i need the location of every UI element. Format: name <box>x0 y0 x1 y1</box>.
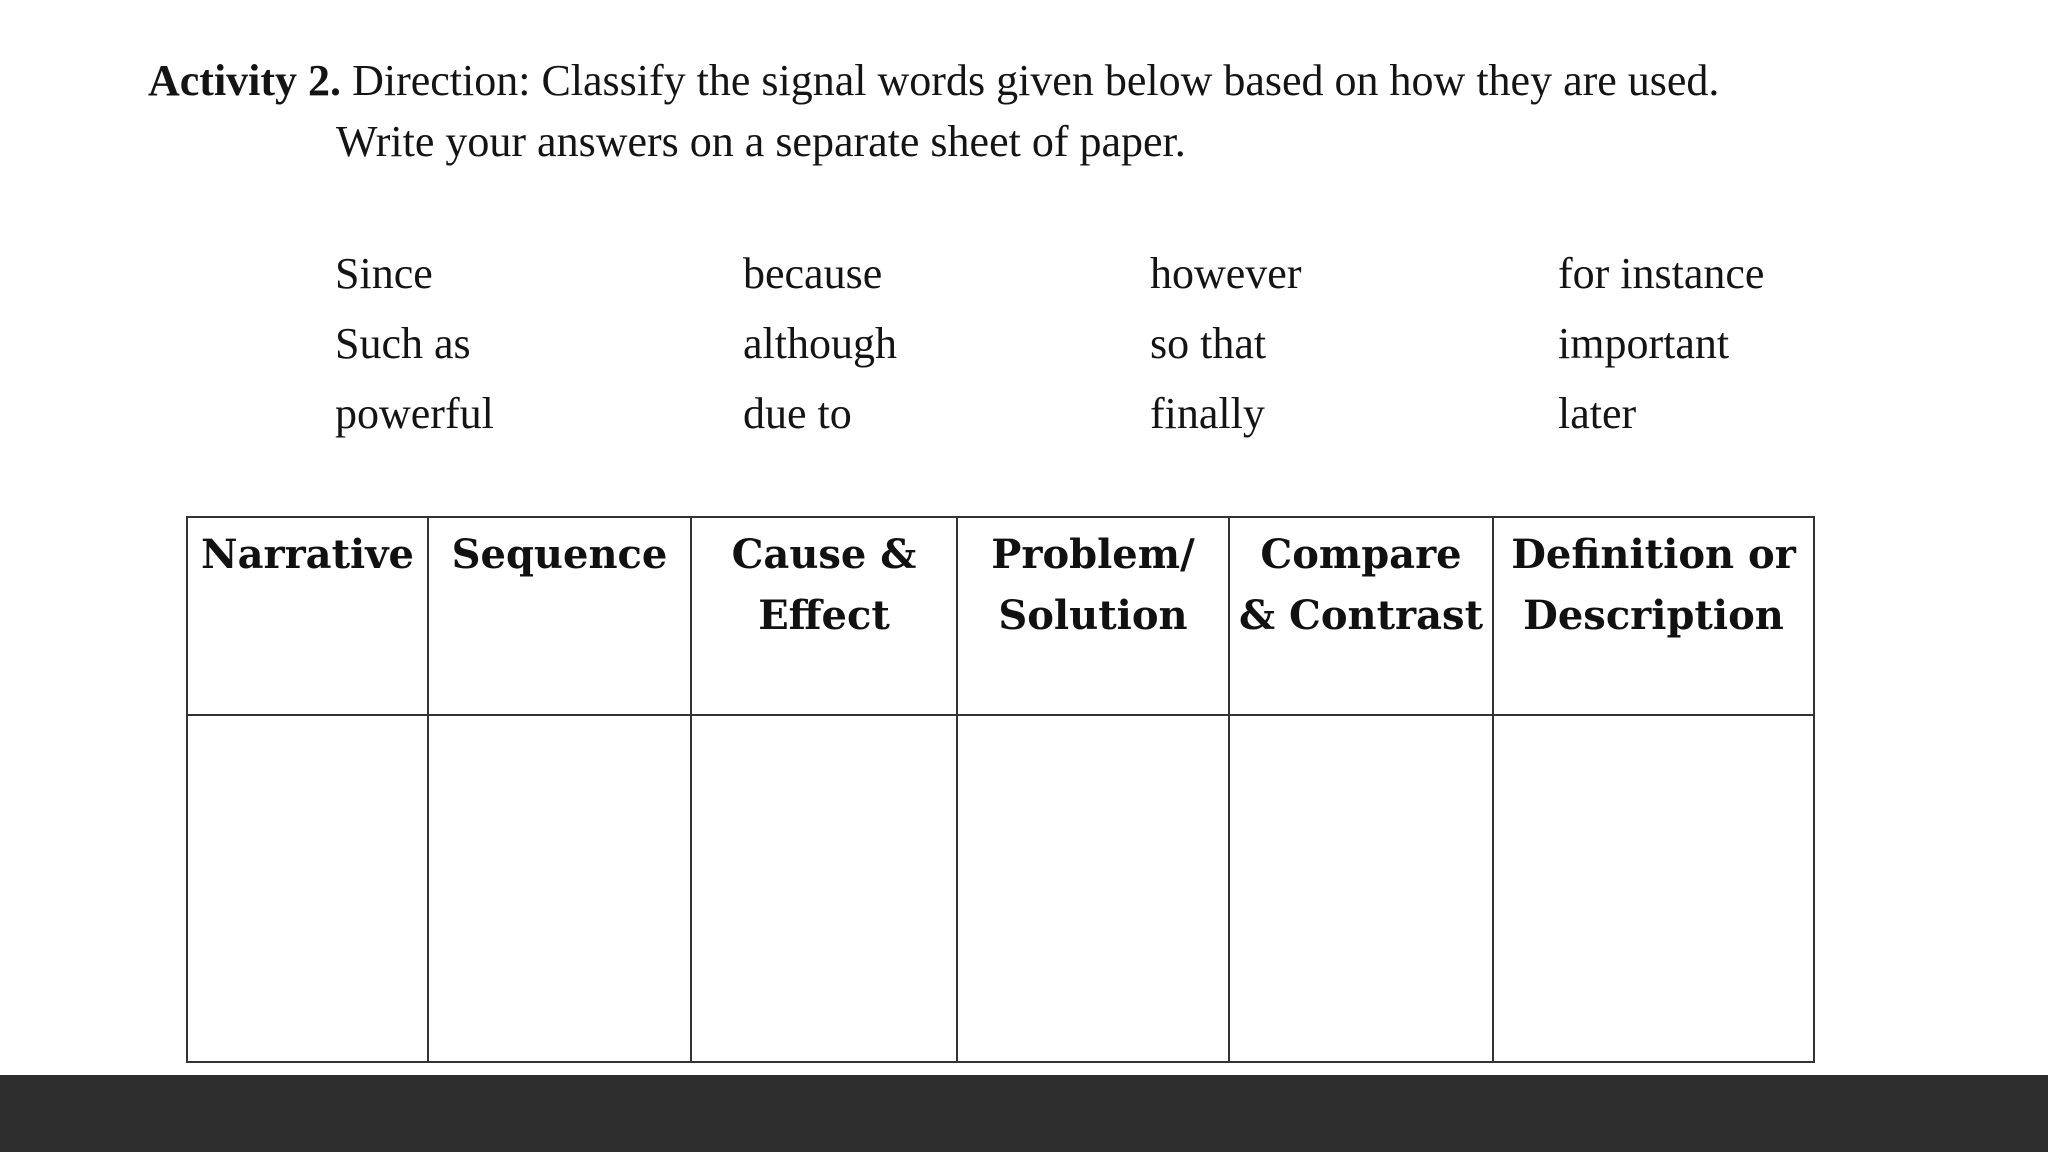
header-narrative: Narrative <box>187 517 428 715</box>
signal-word-bank <box>335 246 1935 456</box>
answer-cell-problem-solution <box>957 715 1229 1062</box>
instruction-line-1 <box>148 50 1908 111</box>
instruction-line-2: Write your answers on a separate sheet of paper. <box>336 117 1186 166</box>
signal-word: for instance <box>1558 249 1765 298</box>
signal-word: Such as <box>335 319 471 368</box>
signal-word: although <box>743 319 897 368</box>
signal-word: powerful <box>335 389 494 438</box>
answer-cell-sequence <box>428 715 691 1062</box>
header-problem-solution: Problem/ Solution <box>957 517 1229 715</box>
signal-word: because <box>743 249 883 298</box>
answer-cell-narrative <box>187 715 428 1062</box>
header-sequence: Sequence <box>428 517 691 715</box>
signal-word: however <box>1150 249 1302 298</box>
table-header-row <box>187 517 1814 715</box>
activity-instruction <box>148 50 1908 172</box>
signal-word: so that <box>1150 319 1267 368</box>
header-cause-effect: Cause & Effect <box>691 517 957 715</box>
answer-cell-definition-description <box>1493 715 1814 1062</box>
signal-word: due to <box>743 389 852 438</box>
answer-cell-cause-effect <box>691 715 957 1062</box>
header-compare-contrast: Compare & Contrast <box>1229 517 1493 715</box>
answer-cell-compare-contrast <box>1229 715 1493 1062</box>
classification-table <box>186 516 1815 1063</box>
direction-text: Direction: Classify the signal words given below based on how they are used. <box>352 56 1720 105</box>
signal-word: finally <box>1150 389 1265 438</box>
signal-word: Since <box>335 249 433 298</box>
signal-word: important <box>1558 319 1730 368</box>
signal-word: later <box>1558 389 1637 438</box>
activity-label: Activity 2. <box>148 56 342 105</box>
header-definition-description: Definition or Description <box>1493 517 1814 715</box>
table-row <box>187 715 1814 1062</box>
footer-bar <box>0 1075 2048 1152</box>
